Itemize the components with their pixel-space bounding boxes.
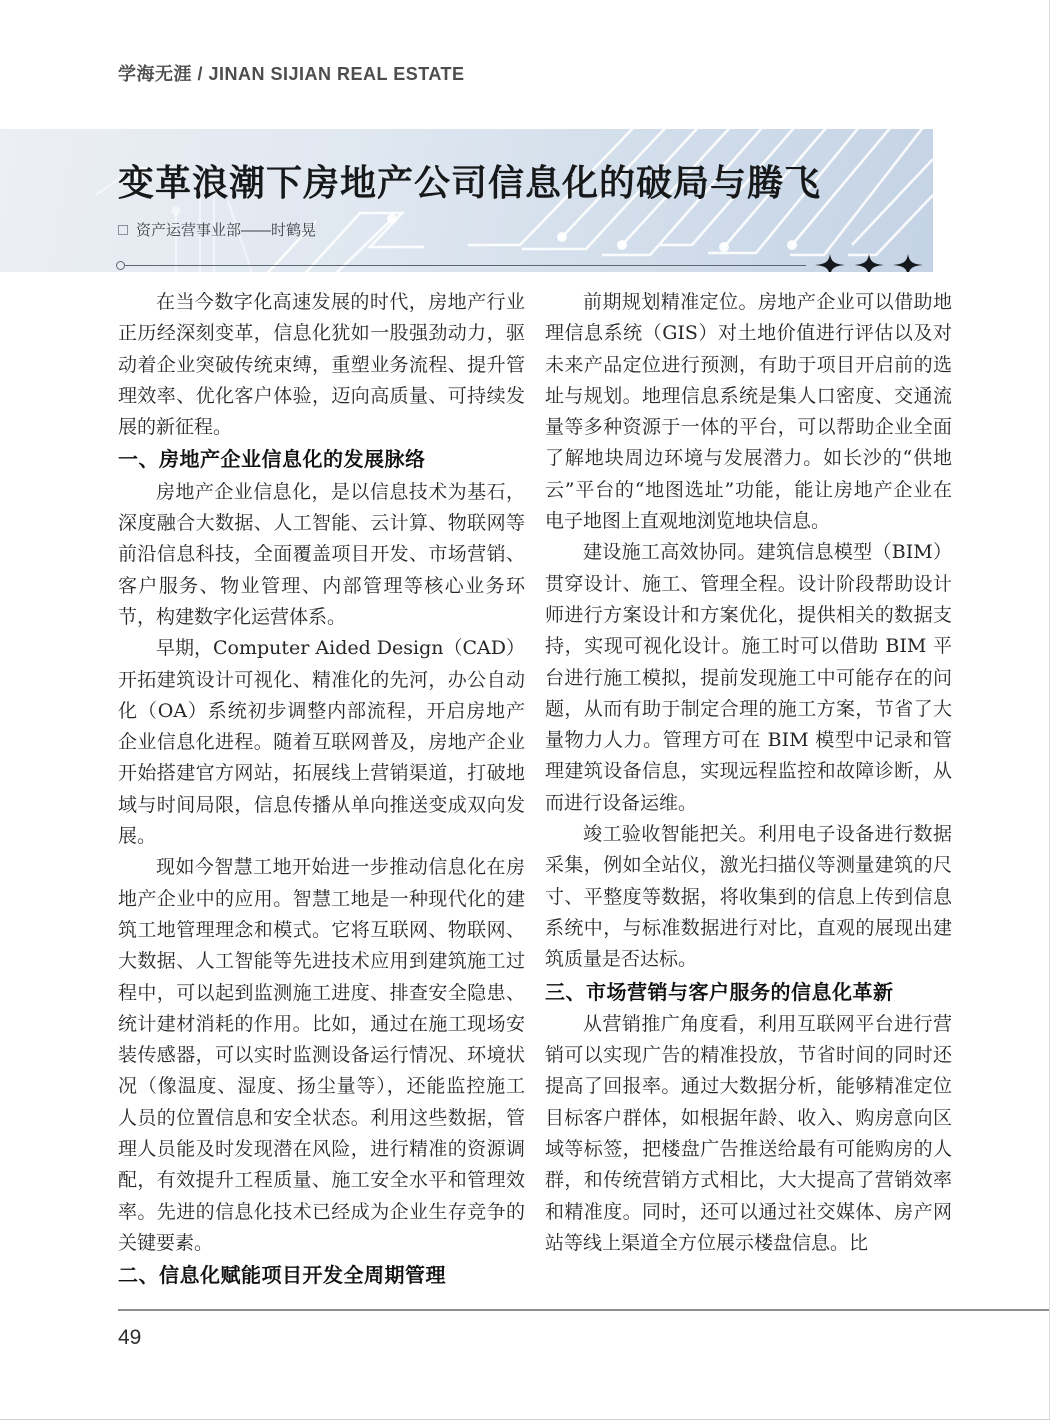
paragraph: 竣工验收智能把关。利用电子设备进行数据采集，例如全站仪，激光扫描仪等测量建筑的尺寸、平整度等数据，将收集到的信息上传到信息系统中，与标准数据进行对比，直观的展现出建筑质量是否达标。 — [545, 823, 952, 971]
footer-rule — [118, 1309, 1049, 1311]
paragraph: 从营销推广角度看，利用互联网平台进行营销可以实现广告的精准投放，节省时间的同时还提高了回报率。通过大数据分析，能够精准定位目标客户群体，如根据年龄、收入、购房意向区域等标签，把楼盘广告推送给最有可能购房的人群，和传统营销方式相比，大大提高了营销效率和精准度。同时，还可以通过社交媒体、房产网站等线上渠道全方位展示楼盘信息。比 — [545, 1012, 952, 1254]
byline — [118, 219, 316, 240]
section-heading: 二、信息化赋能项目开发全周期管理 — [118, 1265, 446, 1288]
paragraph: 前期规划精准定位。房地产企业可以借助地理信息系统（GIS）对土地价值进行评估以及对未来产品定位进行预测，有助于项目开启前的选址与规划。地理信息系统是集人口密度、交通流量等多种资源于一体的平台，可以帮助企业全面了解地块周边环境与发展潜力。如长沙的“供地云”平台的“地图选址”功能，能让房地产企业在电子地图上直观地浏览地块信息。 — [545, 291, 952, 533]
sparkle-icon — [815, 253, 845, 272]
magazine-header: 学海无涯 / JINAN SIJIAN REAL ESTATE — [118, 64, 465, 84]
article-title: 变革浪潮下房地产公司信息化的破局与腾飞 — [118, 162, 822, 203]
byline-square-icon — [118, 225, 128, 235]
banner — [0, 129, 933, 272]
divider-rule — [125, 265, 806, 266]
divider-circle-icon — [116, 261, 125, 270]
paragraph: 早期，Computer Aided Design（CAD）开拓建筑设计可视化、精准化的先河，办公自动化（OA）系统初步调整内部流程，开启房地产企业信息化进程。随着互联网普及，房地产企业开始搭建官方网站，拓展线上营销渠道，打破地域与时间局限，信息传播从单向推送变成双向发展。 — [118, 637, 525, 848]
paragraph: 房地产企业信息化，是以信息技术为基石，深度融合大数据、人工智能、云计算、物联网等前沿信息科技，全面覆盖项目开发、市场营销、客户服务、物业管理、内部管理等核心业务环节，构建数字化运营体系。 — [118, 480, 525, 628]
sparkle-icon — [854, 253, 884, 272]
article — [118, 287, 952, 1293]
page-number: 49 — [118, 1326, 142, 1349]
right-column — [545, 287, 952, 1293]
divider — [116, 251, 923, 272]
paragraph: 建设施工高效协同。建筑信息模型（BIM）贯穿设计、施工、管理全程。设计阶段帮助设计师进行方案设计和方案优化，提供相关的数据支持，实现可视化设计。施工时可以借助 BIM 平台进行施工模拟，提前发现施工中可能存在的问题，从而有助于制定合理的施工方案，节省了大量物力人力。管理方可在 BIM 模型中记录和管理建筑设备信息，实现远程监控和故障诊断，从而进行设备运维。 — [545, 541, 952, 814]
paragraph: 现如今智慧工地开始进一步推动信息化在房地产企业中的应用。智慧工地是一种现代化的建筑工地管理理念和模式。它将互联网、物联网、大数据、人工智能等先进技术应用到建筑施工过程中，可以起到监测施工进度、排查安全隐患、统计建材消耗的作用。比如，通过在施工现场安装传感器，可以实时监测设备运行情况、环境状况（像温度、湿度、扬尘量等），还能监控施工人员的位置信息和安全状态。利用这些数据，管理人员能及时发现潜在风险，进行精准的资源调配，有效提升工程质量、施工安全水平和管理效率。先进的信息化技术已经成为企业生存竞争的关键要素。 — [118, 856, 525, 1254]
paragraph: 在当今数字化高速发展的时代，房地产行业正历经深刻变革，信息化犹如一股强劲动力，驱动着企业突破传统束缚，重塑业务流程、提升管理效率、优化客户体验，迈向高质量、可持续发展的新征程。 — [118, 291, 525, 439]
byline-text: 资产运营事业部——时鹤晃 — [136, 222, 317, 239]
section-heading: 三、市场营销与客户服务的信息化革新 — [545, 981, 894, 1004]
section-heading: 一、房地产企业信息化的发展脉络 — [118, 449, 426, 472]
sparkle-icon — [893, 253, 923, 272]
left-column — [118, 287, 525, 1293]
